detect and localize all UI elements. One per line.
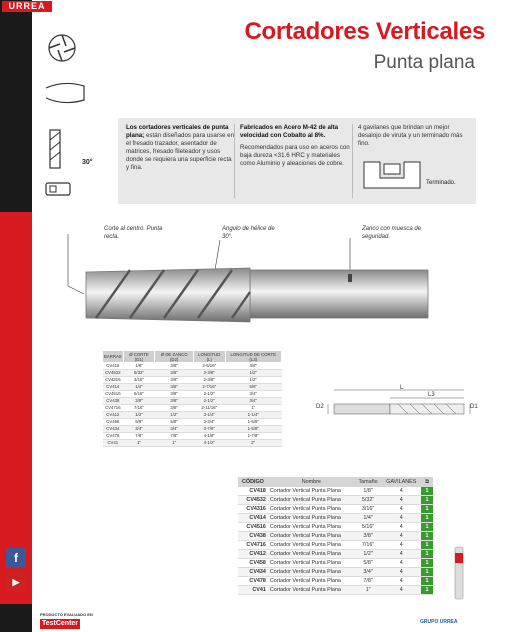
spec-cell: 7/16": [123, 405, 155, 412]
product-cell: Cortador Vertical Punta Plana: [268, 550, 355, 559]
spec-cell: 3/8": [155, 384, 194, 391]
spec-cell: 1/4": [123, 384, 155, 391]
product-cell: 4: [381, 568, 421, 577]
page-subtitle: Punta plana: [373, 52, 475, 73]
dim-d1-label: D1: [470, 404, 478, 410]
product-cell: 1: [421, 541, 433, 550]
product-code: CV458: [238, 559, 268, 568]
youtube-icon[interactable]: ▶: [6, 572, 26, 592]
spec-table-row: [103, 370, 282, 377]
spec-cell: 1-5/8": [225, 426, 282, 433]
spec-cell: 4-1/8": [194, 433, 225, 440]
spec-cell: 5/8": [155, 419, 194, 426]
product-cell: 3/16": [355, 505, 382, 514]
product-table-row: [238, 550, 433, 559]
left-sidebar-accent: [0, 212, 32, 604]
product-cell: 7/8": [355, 577, 382, 586]
spec-cell: 3-7/8": [194, 426, 225, 433]
spec-table-row: [103, 405, 282, 412]
spec-cell: 1/2": [155, 412, 194, 419]
product-cell: 1: [421, 586, 433, 595]
product-header-cell: GAVILANES: [381, 477, 421, 487]
product-cell: 1: [421, 496, 433, 505]
spec-cell: 1": [225, 405, 282, 412]
spec-cell: 2-5/16": [194, 363, 225, 370]
spec-cell: CV4316: [103, 377, 124, 384]
spec-cell: 2-7/16": [194, 384, 225, 391]
info-description-lead: Los cortadores verticales de punta plana;: [126, 124, 229, 139]
product-table-row: [238, 487, 433, 496]
spec-cell: CV434: [103, 426, 124, 433]
spec-cell: 1/2": [123, 412, 155, 419]
spec-cell: 1-1/4": [225, 412, 282, 419]
spec-cell: 1": [123, 440, 155, 447]
product-table-row: [238, 559, 433, 568]
spec-cell: CV4532: [103, 370, 124, 377]
spec-cell: 1-5/8": [225, 419, 282, 426]
product-table-row: [238, 586, 433, 595]
spec-cell: 3-1/4": [194, 412, 225, 419]
product-code: CV4516: [238, 523, 268, 532]
product-code: CV412: [238, 550, 268, 559]
product-header-cell: ⧉: [421, 477, 433, 487]
product-cell: Cortador Vertical Punta Plana: [268, 559, 355, 568]
product-table-row: [238, 523, 433, 532]
spec-cell: 4-1/2": [194, 440, 225, 447]
product-cell: Cortador Vertical Punta Plana: [268, 541, 355, 550]
product-cell: 4: [381, 550, 421, 559]
product-cell: 4: [381, 487, 421, 496]
product-cell: 4: [381, 505, 421, 514]
spec-table-row: [103, 440, 282, 447]
spec-cell: CV4516: [103, 391, 124, 398]
product-code: CV4716: [238, 541, 268, 550]
product-header-cell: CÓDIGO: [238, 477, 268, 487]
product-cell: 4: [381, 577, 421, 586]
spec-cell: 2": [225, 440, 282, 447]
product-cell: Cortador Vertical Punta Plana: [268, 487, 355, 496]
facebook-icon[interactable]: f: [6, 548, 26, 568]
flute-cross-section-icon: [44, 30, 80, 66]
cut-profile-icon: [44, 78, 88, 108]
product-cell: 4: [381, 523, 421, 532]
spec-table-row: [103, 391, 282, 398]
spec-cell: 5/32": [123, 370, 155, 377]
finish-surface-icon: [362, 158, 424, 192]
spec-cell: 2-3/8": [194, 370, 225, 377]
spec-table-row: [103, 384, 282, 391]
product-code: CV4532: [238, 496, 268, 505]
spec-cell: 7/8": [155, 433, 194, 440]
info-description: [126, 124, 234, 172]
info-material: [240, 124, 350, 168]
product-cell: 1: [421, 514, 433, 523]
product-cell: Cortador Vertical Punta Plana: [268, 523, 355, 532]
spec-cell: 1": [155, 440, 194, 447]
product-cell: 1/4": [355, 514, 382, 523]
finish-label: Terminado.: [426, 180, 456, 186]
spec-cell: 3/8": [155, 363, 194, 370]
product-cell: 3/8": [355, 532, 382, 541]
spec-cell: 5/16": [123, 391, 155, 398]
product-header-cell: Tamaño: [355, 477, 382, 487]
spec-table: [102, 350, 282, 447]
product-cell: 5/16": [355, 523, 382, 532]
product-cell: 1: [421, 505, 433, 514]
product-table-row: [238, 496, 433, 505]
product-cell: 5/32": [355, 496, 382, 505]
product-cell: 1: [421, 577, 433, 586]
spec-cell: 5/8": [225, 384, 282, 391]
spec-cell: CV414: [103, 384, 124, 391]
spec-header-cell: Ø DE ZANCO (D2): [155, 351, 194, 363]
product-table-header: [238, 477, 433, 487]
spec-cell: CV438: [103, 398, 124, 405]
spec-table-row: [103, 377, 282, 384]
spec-cell: 2-11/16": [194, 405, 225, 412]
product-cell: 1": [355, 586, 382, 595]
product-cell: Cortador Vertical Punta Plana: [268, 568, 355, 577]
spec-table-row: [103, 433, 282, 440]
product-table-row: [238, 541, 433, 550]
product-cell: Cortador Vertical Punta Plana: [268, 586, 355, 595]
spec-cell: 3/4": [155, 426, 194, 433]
product-cell: 4: [381, 496, 421, 505]
spec-cell: 3/8": [155, 377, 194, 384]
product-code: CV41: [238, 586, 268, 595]
product-table: [238, 477, 433, 595]
product-code: CV438: [238, 532, 268, 541]
grupo-urrea-logo: GRUPO URREA: [420, 619, 458, 625]
info-box: [118, 118, 476, 204]
shank-icon: [44, 180, 74, 198]
spec-cell: 3/4": [123, 426, 155, 433]
divider: [234, 124, 235, 198]
spec-cell: 1/8": [123, 363, 155, 370]
spec-cell: 3/8": [123, 398, 155, 405]
dim-l-label: L: [400, 385, 404, 391]
product-cell: 4: [381, 541, 421, 550]
testcenter-logo: TestCenter: [41, 620, 79, 627]
spec-table-row: [103, 412, 282, 419]
spec-header-cell: BARRAS: [103, 351, 124, 363]
product-cell: 4: [381, 514, 421, 523]
product-table-row: [238, 532, 433, 541]
product-code: CV4316: [238, 505, 268, 514]
spec-cell: 5/8": [123, 419, 155, 426]
product-code: CV434: [238, 568, 268, 577]
product-cell: 1: [421, 550, 433, 559]
spec-cell: 2-3/8": [194, 377, 225, 384]
product-table-row: [238, 505, 433, 514]
spec-cell: 2-1/2": [194, 398, 225, 405]
info-flutes: 4 gavilanes que brindan un mejor desalojo de viruta y un terminado más fino.: [358, 124, 463, 147]
product-cell: 7/16": [355, 541, 382, 550]
spec-cell: 1/2": [225, 370, 282, 377]
product-code: CV418: [238, 487, 268, 496]
product-cell: Cortador Vertical Punta Plana: [268, 577, 355, 586]
product-thumbnail: [452, 545, 466, 601]
spec-cell: 3/4": [225, 391, 282, 398]
product-cell: 1: [421, 559, 433, 568]
product-cell: 1: [421, 568, 433, 577]
product-cell: 1: [421, 532, 433, 541]
spec-cell: 3/8": [155, 398, 194, 405]
product-cell: 3/4": [355, 568, 382, 577]
product-cell: Cortador Vertical Punta Plana: [268, 505, 355, 514]
product-cell: 1: [421, 523, 433, 532]
product-code: CV478: [238, 577, 268, 586]
spec-cell: 3/16": [123, 377, 155, 384]
product-cell: Cortador Vertical Punta Plana: [268, 496, 355, 505]
product-cell: 4: [381, 559, 421, 568]
spec-cell: 3/8": [155, 391, 194, 398]
brand-logo: URREA: [2, 1, 52, 12]
product-header-cell: Nombre: [268, 477, 355, 487]
spec-cell: 3/8": [225, 363, 282, 370]
end-mill-illustration: [60, 228, 440, 328]
product-code: CV414: [238, 514, 268, 523]
spec-cell: 3/8": [155, 370, 194, 377]
page-title: Cortadores Verticales: [244, 18, 485, 45]
spec-header-cell: Ø CORTE (D1): [123, 351, 155, 363]
product-cell: 1: [421, 487, 433, 496]
spec-cell: CV478: [103, 433, 124, 440]
product-table-row: [238, 568, 433, 577]
product-cell: Cortador Vertical Punta Plana: [268, 532, 355, 541]
spec-table-row: [103, 419, 282, 426]
spec-cell: 3/4": [225, 398, 282, 405]
spec-cell: 1-7/8": [225, 433, 282, 440]
product-cell: 5/8": [355, 559, 382, 568]
spec-table-header: [103, 351, 282, 363]
product-table-row: [238, 514, 433, 523]
spec-cell: CV412: [103, 412, 124, 419]
spec-cell: CV418: [103, 363, 124, 370]
spec-cell: CV458: [103, 419, 124, 426]
spec-table-row: [103, 426, 282, 433]
product-cell: 4: [381, 586, 421, 595]
helix-angle-icon: [44, 128, 72, 172]
spec-header-cell: LONGITUD DE CORTE (L3): [225, 351, 282, 363]
spec-table-row: [103, 363, 282, 370]
callout-helix: Angulo de hélice de 30°.: [222, 226, 275, 240]
spec-cell: 3-3/4": [194, 419, 225, 426]
spec-table-row: [103, 398, 282, 405]
info-material-lead: Fabricados en Acero M-42 de alta velocidad con Cobalto al 8%.: [240, 124, 339, 139]
spec-cell: 2-1/2": [194, 391, 225, 398]
spec-cell: CV4716: [103, 405, 124, 412]
product-cell: 1/8": [355, 487, 382, 496]
product-cell: 4: [381, 532, 421, 541]
spec-cell: 7/8": [123, 433, 155, 440]
dim-d2-label: D2: [316, 404, 324, 410]
spec-header-cell: LONGITUD (L): [194, 351, 225, 363]
info-material-text: Recomendados para uso en aceros con baja dureza <31.6 HRC y materiales como Aluminio y aleaciones de cobre.: [240, 144, 350, 167]
product-cell: Cortador Vertical Punta Plana: [268, 514, 355, 523]
spec-cell: CV41: [103, 440, 124, 447]
divider: [352, 124, 353, 198]
info-description-text: están diseñados para usarse en el fresado trazador, asentador de matrices, fresado fileteador y usos donde se requiera una superficie recta y fina.: [126, 132, 235, 171]
dim-l3-label: L3: [428, 392, 435, 398]
helix-angle-label: 30°: [82, 159, 93, 166]
product-cell: 1/2": [355, 550, 382, 559]
callout-center-cut: Corte al centro. Punta recta.: [104, 226, 163, 240]
spec-cell: 1/2": [225, 377, 282, 384]
product-table-row: [238, 577, 433, 586]
callout-shank: Zanco con muesca de seguridad.: [362, 226, 422, 240]
spec-cell: 3/8": [155, 405, 194, 412]
evaluated-label: PRODUCTO EVALUADO EN: [40, 612, 93, 617]
